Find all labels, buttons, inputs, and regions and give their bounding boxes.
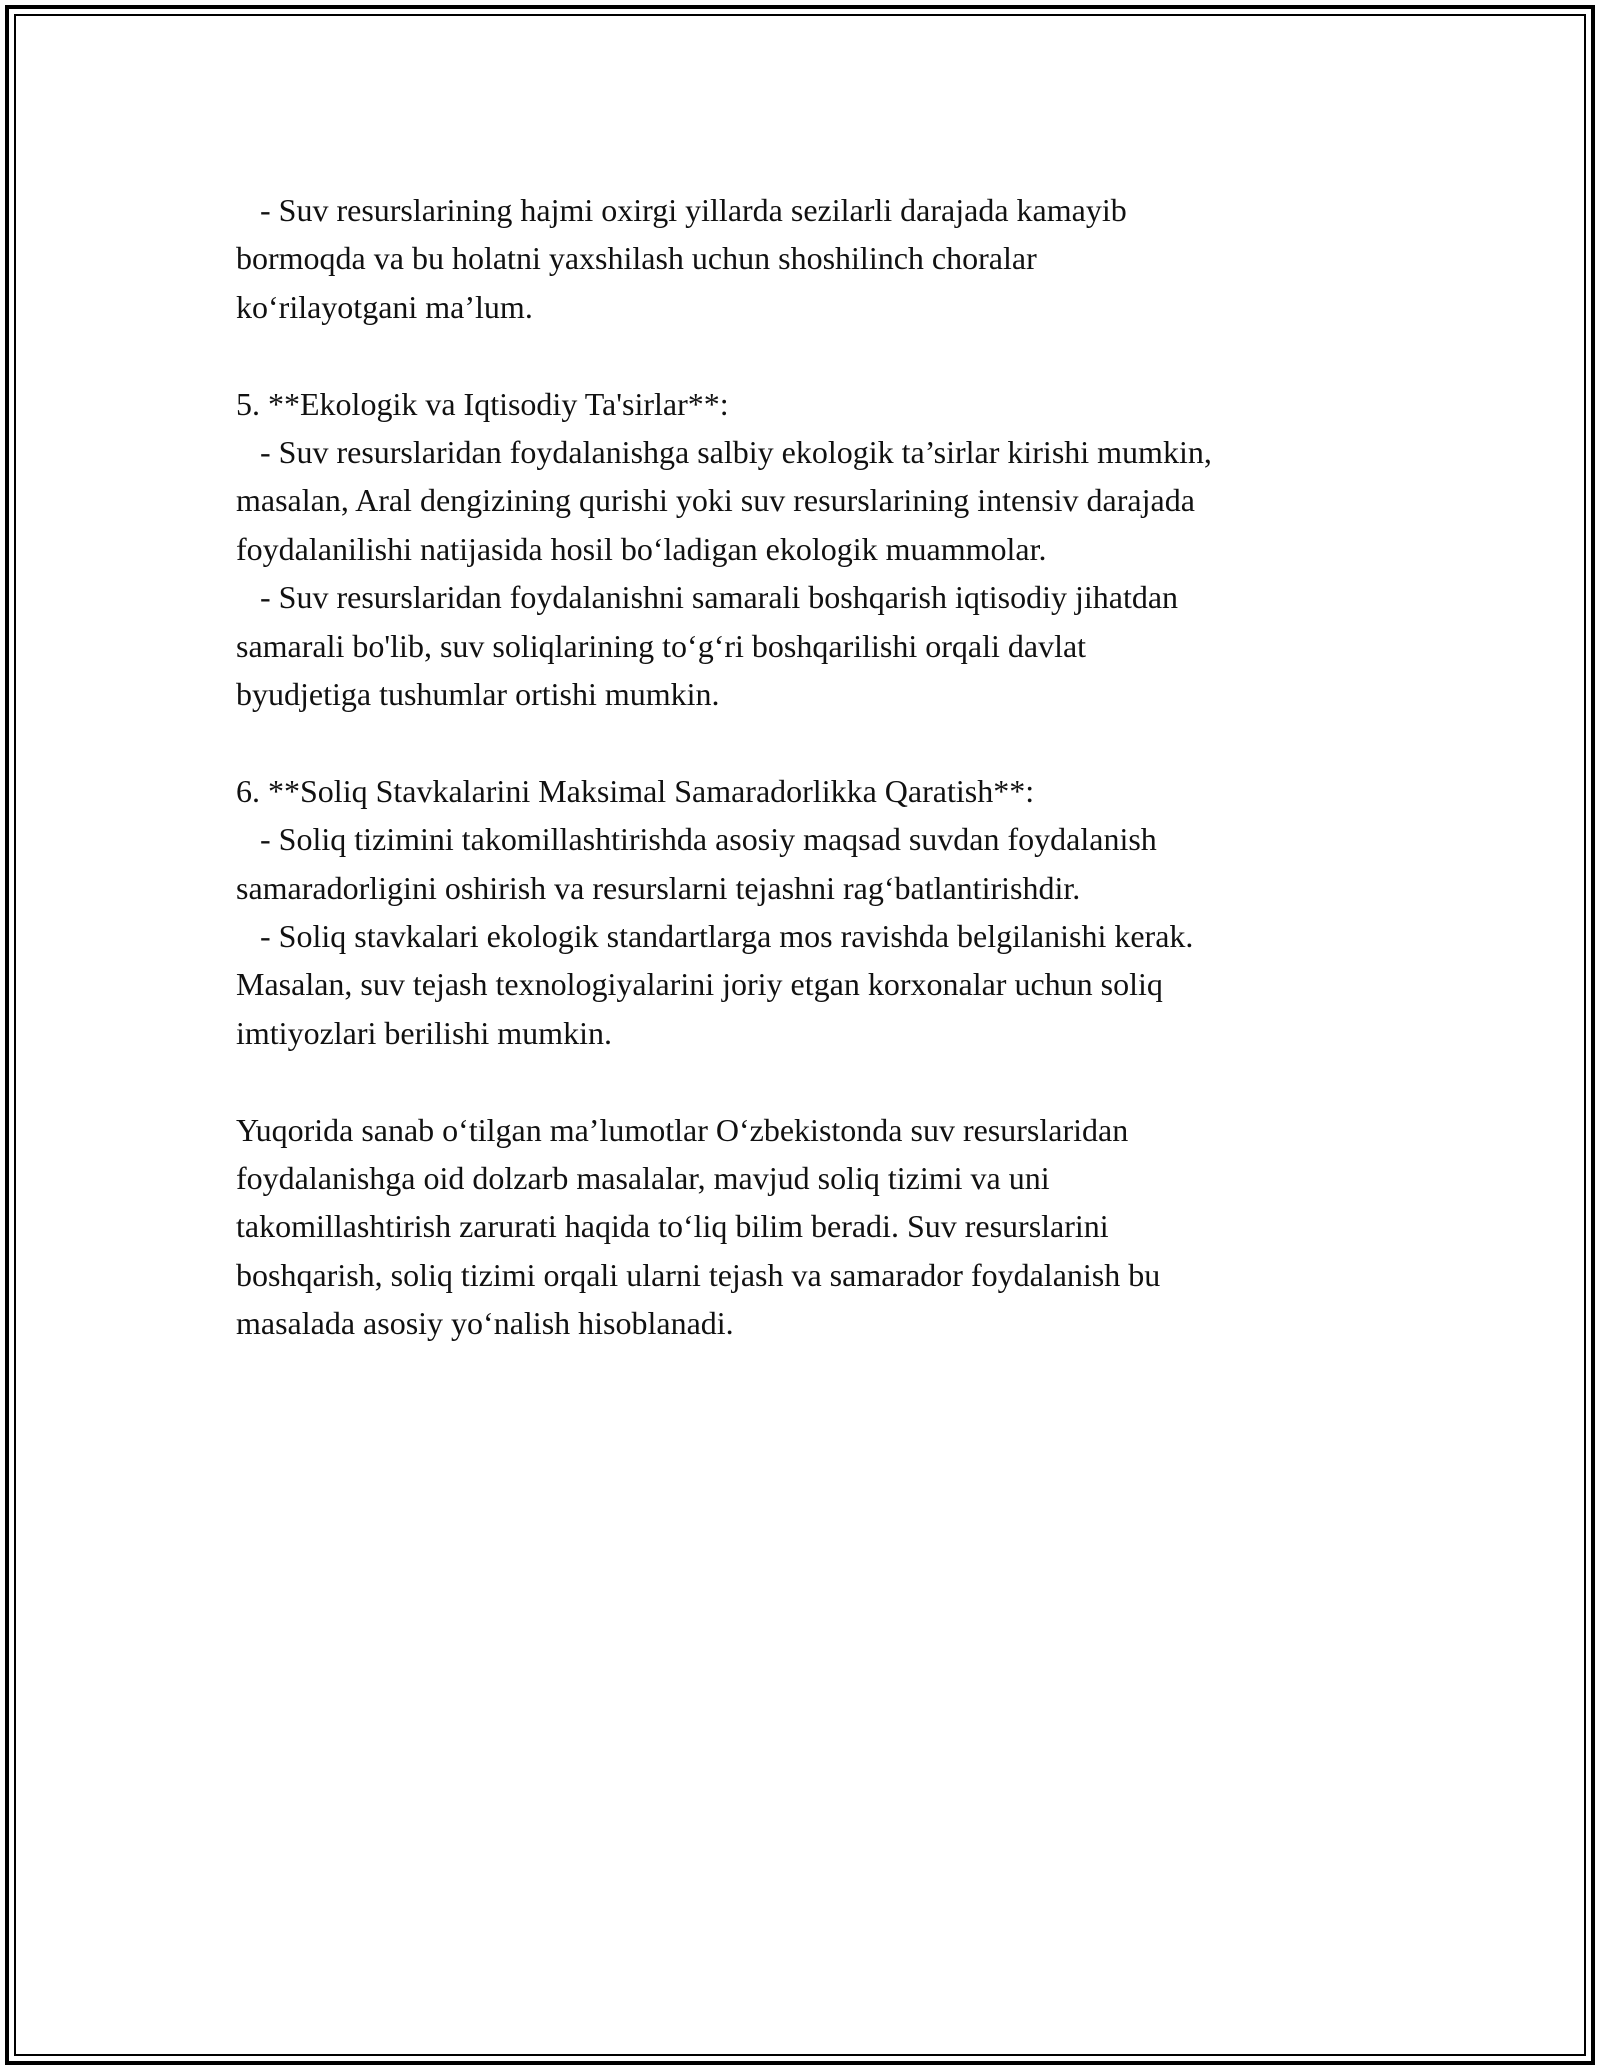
text-line: - Suv resurslarining hajmi oxirgi yillarda sezilarli darajada kamayib <box>236 192 1127 228</box>
paragraph-water-decline <box>236 186 1396 331</box>
text-line: samaradorligini oshirish va resurslarni tejashni rag‘batlantirishdir. <box>236 869 1081 906</box>
section-heading: 5. **Ekologik va Iqtisodiy Ta'sirlar**: <box>236 385 729 422</box>
text-line: - Suv resurslaridan foydalanishga salbiy ekologik ta’sirlar kirishi mumkin, <box>236 434 1212 471</box>
text-line: Yuqorida sanab o‘tilgan ma’lumotlar O‘zbekistonda suv resurslaridan <box>236 1111 1129 1148</box>
section-6-tax-rates <box>236 767 1396 1057</box>
text-line: takomillashtirish zarurati haqida to‘liq bilim beradi. Suv resurslarini <box>236 1208 1109 1245</box>
text-line: imtiyozlari berilishi mumkin. <box>236 1014 612 1051</box>
text-line: foydalanishga oid dolzarb masalalar, mavjud soliq tizimi va uni <box>236 1160 1050 1197</box>
text-line: masalan, Aral dengizining qurishi yoki suv resurslarining intensiv darajada <box>236 482 1195 519</box>
document-body <box>236 186 1396 1348</box>
section-heading: 6. **Soliq Stavkalarini Maksimal Samaradorlikka Qaratish**: <box>236 772 1035 809</box>
text-line: - Suv resurslaridan foydalanishni samarali boshqarish iqtisodiy jihatdan <box>236 579 1179 616</box>
text-line: - Soliq stavkalari ekologik standartlarga mos ravishda belgilanishi kerak. <box>236 918 1194 955</box>
text-line: - Soliq tizimini takomillashtirishda asosiy maqsad suvdan foydalanish <box>236 821 1157 858</box>
text-line: ko‘rilayotgani ma’lum. <box>236 288 533 325</box>
text-line: samarali bo'lib, suv soliqlarining to‘g‘ri boshqarilishi orqali davlat <box>236 627 1087 664</box>
text-line: Masalan, suv tejash texnologiyalarini joriy etgan korxonalar uchun soliq <box>236 966 1163 1003</box>
section-5-ecological-economic <box>236 380 1396 719</box>
text-line: boshqarish, soliq tizimi orqali ularni tejash va samarador foydalanish bu <box>236 1256 1161 1293</box>
paragraph-conclusion <box>236 1106 1396 1348</box>
text-line: foydalanilishi natijasida hosil bo‘ladigan ekologik muammolar. <box>236 530 1047 567</box>
text-line: bormoqda va bu holatni yaxshilash uchun shoshilinch choralar <box>236 240 1037 277</box>
text-line: byudjetiga tushumlar ortishi mumkin. <box>236 676 720 713</box>
text-line: masalada asosiy yo‘nalish hisoblanadi. <box>236 1305 734 1342</box>
